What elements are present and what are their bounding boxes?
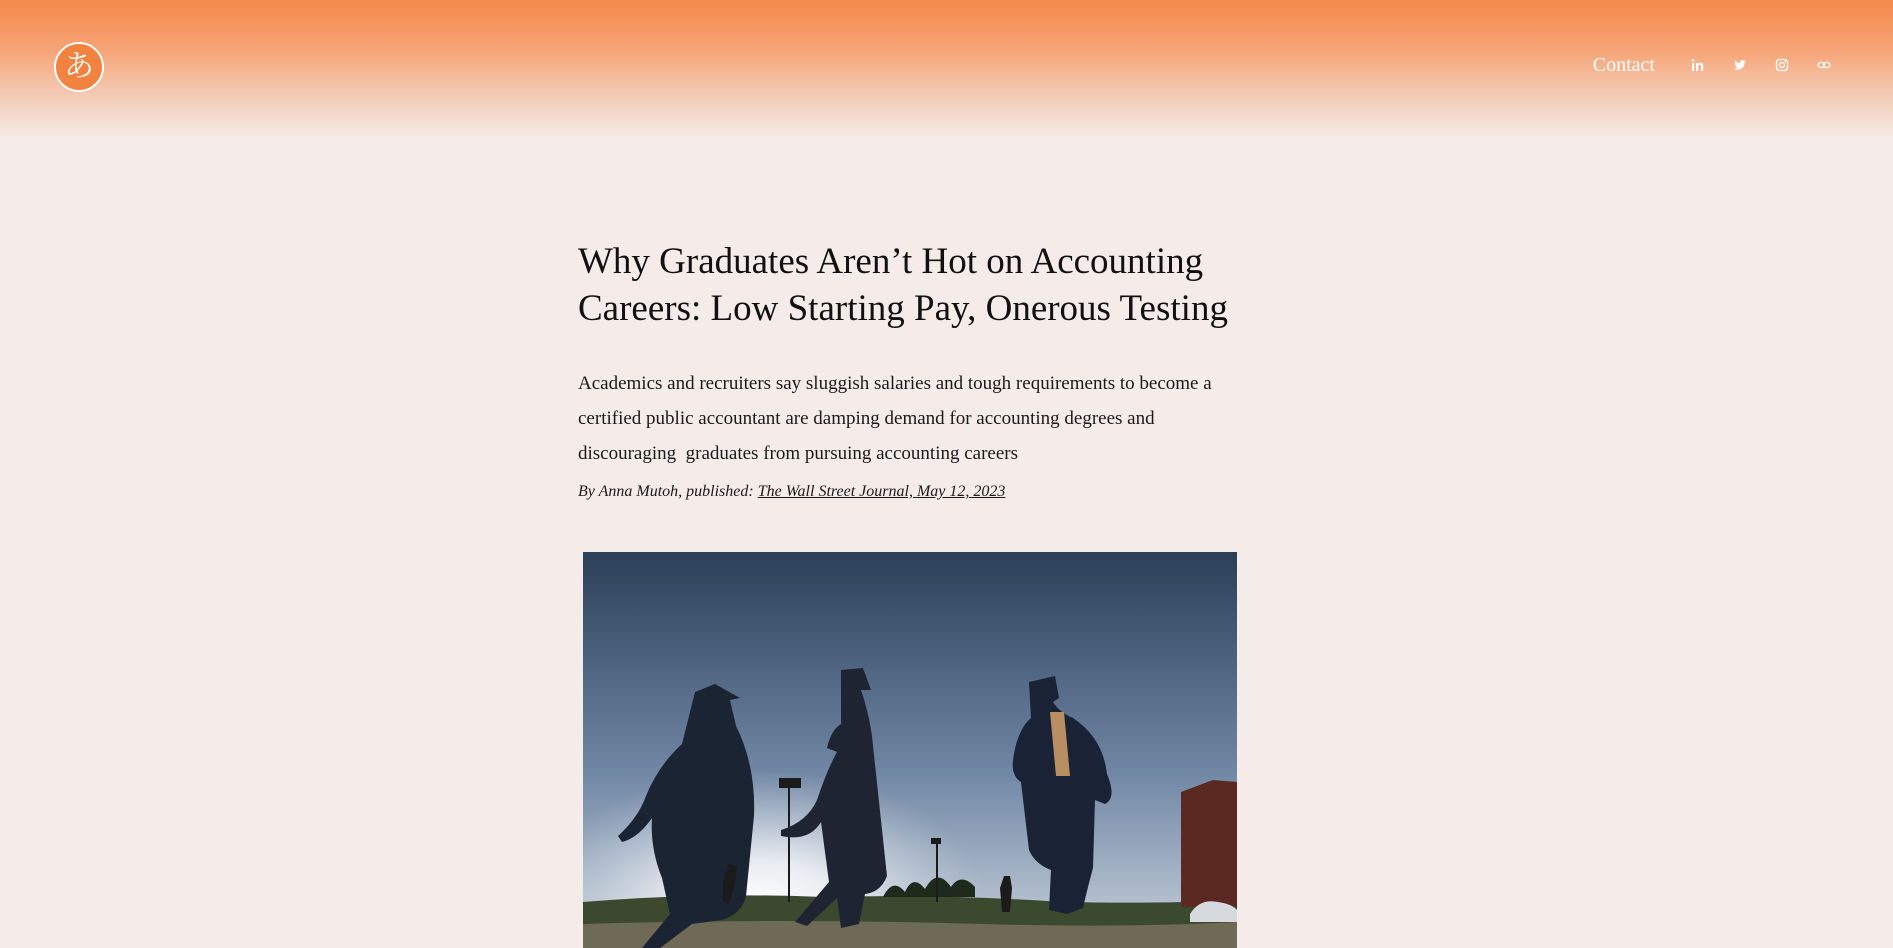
byline-author: By Anna Mutoh, published: xyxy=(578,483,758,500)
article xyxy=(578,238,1238,501)
article-dek-line2: certified public accountant are damping demand for accounting degrees and xyxy=(578,408,1155,429)
link-icon[interactable] xyxy=(1803,53,1845,77)
nav-contact-link[interactable]: Contact xyxy=(1592,53,1655,76)
site-logo[interactable] xyxy=(54,42,104,92)
header-bar xyxy=(0,0,1893,140)
source-link[interactable]: The Wall Street Journal, May 12, 2023 xyxy=(757,483,1006,500)
byline xyxy=(578,483,1238,501)
article-hero-image xyxy=(583,552,1237,948)
logo-glyph: あ xyxy=(64,49,94,84)
article-dek xyxy=(578,366,1238,471)
article-title-line1: Why Graduates Aren’t Hot on Accounting xyxy=(578,241,1204,282)
twitter-icon[interactable] xyxy=(1719,53,1761,77)
instagram-icon[interactable] xyxy=(1761,53,1803,77)
article-dek-line1: Academics and recruiters say sluggish salaries and tough requirements to become a xyxy=(578,373,1212,394)
linkedin-icon[interactable] xyxy=(1677,53,1719,77)
article-title-line2: Careers: Low Starting Pay, Onerous Testing xyxy=(578,288,1228,329)
top-nav xyxy=(1593,53,1845,77)
article-dek-line3: discouraging graduates from pursuing accounting careers xyxy=(578,443,1019,464)
article-title xyxy=(578,238,1238,332)
